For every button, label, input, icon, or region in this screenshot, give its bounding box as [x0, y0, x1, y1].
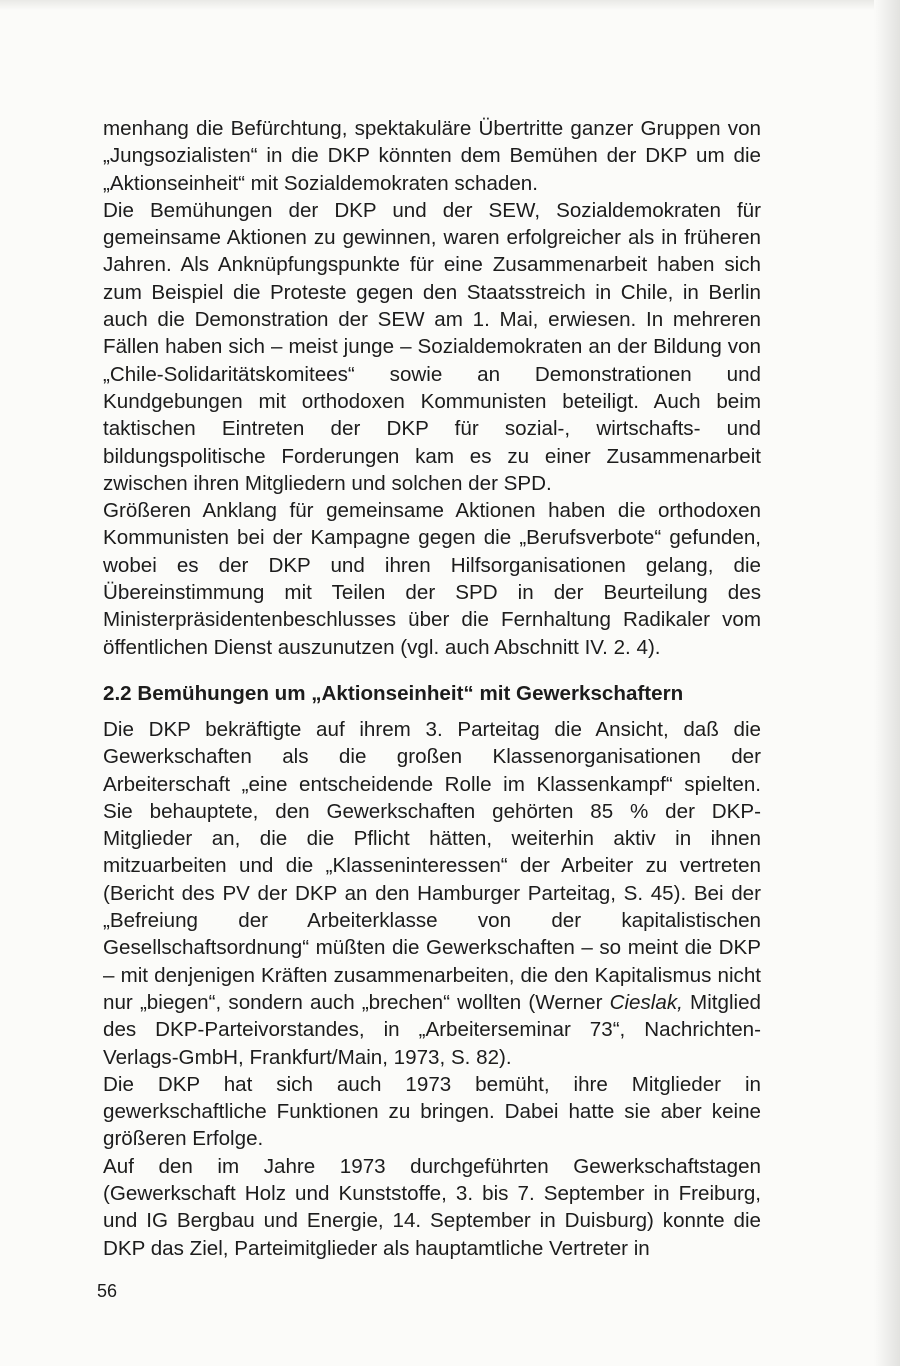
paragraph: Die DKP hat sich auch 1973 bemüht, ihre Mitglieder in gewerkschaftliche Funktionen zu bringen. Dabei hatte sie aber keine größeren Erfolge. [103, 1072, 761, 1151]
paragraph: Auf den im Jahre 1973 durchgeführten Gewerkschaftstagen (Gewerkschaft Holz und Kunststoffe, 3. bis 7. September in Freiburg, und IG Bergbau und Energie, 14. September in Duisburg) konnte die DKP das Ziel, Parteimitglieder als hauptamtliche Vertreter in [103, 1154, 761, 1260]
paragraph [103, 716, 761, 1071]
body-text-top [103, 115, 761, 661]
page-number: 56 [97, 1281, 118, 1301]
paragraph-text: Die DKP bekräftigte auf ihrem 3. Parteitag die Ansicht, daß die Gewerkschaften als die großen Klassenorganisationen der Arbeiterschaft „eine entscheidende Rolle im Klassenkampf“ spielten. Sie behauptete, den Gewerkschaften gehörten 85 % der DKP-Mitglieder an, die die Pflicht hätten, weiterhin aktiv in ihnen mitzuarbeiten und die „Klasseninteressen“ der Arbeiter zu vertreten (Bericht des PV der DKP an den Hamburger Parteitag, S. 45). Bei der „Befreiung der Arbeiterklasse von der kapitalistischen Gesellschaftsordnung“ müßten die Gewerkschaften – so meint die DKP – mit denjenigen Kräften zusammenarbeiten, die den Kapitalismus nicht nur „biegen“, sondern auch „brechen“ wollten (Werner [103, 718, 761, 1014]
paragraph-text: Mitglied des DKP-Parteivorstandes, in „Arbeiterseminar 73“, Nachrichten-Verlags-GmbH, Frankfurt/Main, 1973, S. 82). [103, 990, 761, 1069]
paragraph: Größeren Anklang für gemeinsame Aktionen haben die orthodoxen Kommunisten bei der Kampagne gegen die „Berufsverbote“ gefunden, wobei es der DKP und ihren Hilfsorganisationen gelang, die Übereinstimmung mit Teilen der SPD in der Beurteilung des Ministerpräsidentenbeschlusses über die Fernhaltung Radikaler vom öffentlichen Dienst auszunutzen (vgl. auch Abschnitt IV. 2. 4). [103, 499, 761, 659]
page-right-edge [874, 0, 900, 1366]
body-text-section [103, 716, 761, 1262]
paragraph: menhang die Befürchtung, spektakuläre Übertritte ganzer Gruppen von „Jungsozialisten“ in die DKP könnten dem Bemühen der DKP um die „Aktionseinheit“ mit Sozialdemokraten schaden. [103, 117, 761, 195]
paragraph: Die Bemühungen der DKP und der SEW, Sozialdemokraten für gemeinsame Aktionen zu gewinnen, waren erfolgreicher als in früheren Jahren. Als Anknüpfungspunkte für eine Zusammenarbeit haben sich zum Beispiel die Proteste gegen den Staatsstreich in Chile, in Berlin auch die Demonstration der SEW am 1. Mai, erwiesen. In mehreren Fällen haben sich – meist junge – Sozialdemokraten an der Bildung von „Chile-Solidaritätskomitees“ sowie an Demonstrationen und Kundgebungen mit orthodoxen Kommunisten beteiligt. Auch beim taktischen Eintreten der DKP für sozial-, wirtschafts- und bildungspolitische Forderungen kam es zu einer Zusammenarbeit zwischen ihren Mitgliedern und solchen der SPD. [103, 198, 761, 495]
author-name: Cieslak, [609, 990, 683, 1014]
section-heading: 2.2 Bemühungen um „Aktionseinheit“ mit Gewerkschaftern [103, 682, 684, 705]
page-top-edge [0, 0, 900, 10]
